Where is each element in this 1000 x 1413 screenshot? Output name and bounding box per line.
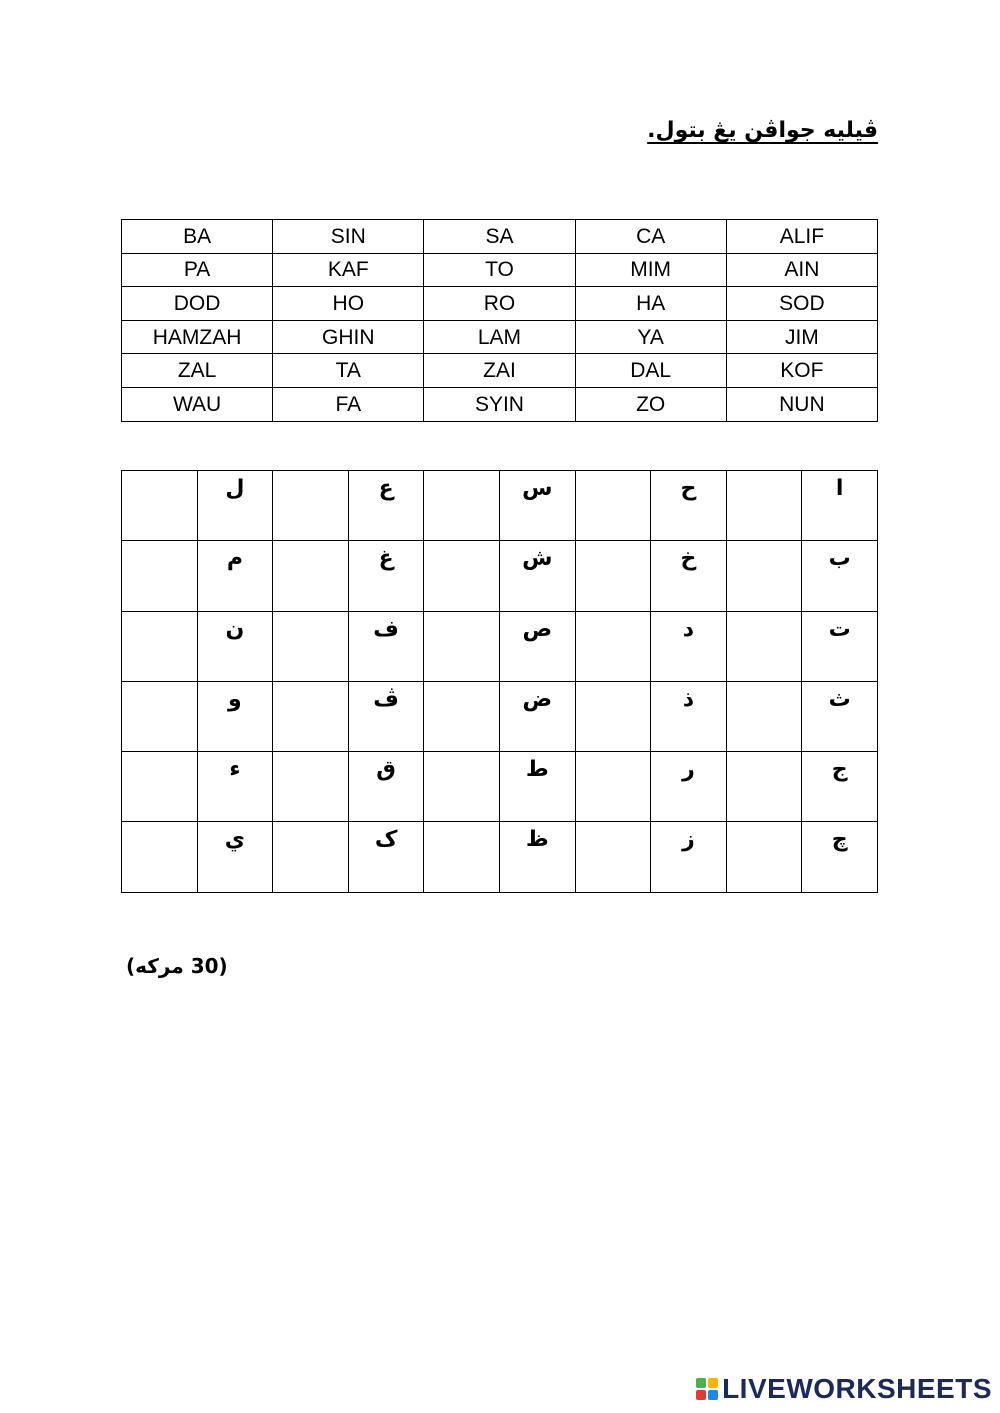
letter-name-cell: SYIN — [424, 387, 575, 421]
letter-name-cell: LAM — [424, 320, 575, 354]
letter-name-cell: SIN — [273, 220, 424, 254]
answer-drop-cell[interactable] — [273, 752, 349, 822]
names-row — [122, 253, 878, 287]
letter-name-cell: TO — [424, 253, 575, 287]
names-row — [122, 220, 878, 254]
jawi-letter-cell: ر — [651, 752, 727, 822]
jawi-letter-cell: ذ — [651, 681, 727, 751]
letters-row — [122, 681, 878, 751]
jawi-letter-cell: ف — [348, 611, 424, 681]
answer-drop-cell[interactable] — [424, 822, 500, 892]
jawi-letter-cell: ع — [348, 471, 424, 541]
jawi-letter-cell: ج — [802, 752, 878, 822]
letter-name-cell: HA — [575, 287, 726, 321]
jawi-letter-cell: ء — [197, 752, 273, 822]
answer-drop-cell[interactable] — [575, 471, 651, 541]
answer-drop-cell[interactable] — [726, 611, 802, 681]
letter-name-cell: BA — [122, 220, 273, 254]
letter-name-cell: DOD — [122, 287, 273, 321]
letter-name-cell: WAU — [122, 387, 273, 421]
letter-name-cell: GHIN — [273, 320, 424, 354]
letter-name-cell: FA — [273, 387, 424, 421]
jawi-letter-cell: ث — [802, 681, 878, 751]
letter-name-cell: KAF — [273, 253, 424, 287]
answer-drop-cell[interactable] — [575, 611, 651, 681]
answer-drop-cell[interactable] — [726, 822, 802, 892]
jawi-letter-cell: م — [197, 541, 273, 611]
answer-drop-cell[interactable] — [424, 541, 500, 611]
answer-drop-cell[interactable] — [575, 752, 651, 822]
answer-drop-cell[interactable] — [726, 681, 802, 751]
letter-name-cell: ALIF — [726, 220, 877, 254]
logo-square — [708, 1390, 718, 1400]
answer-drop-cell[interactable] — [726, 752, 802, 822]
logo-square — [696, 1390, 706, 1400]
answer-drop-cell[interactable] — [726, 541, 802, 611]
jawi-letter-cell: ا — [802, 471, 878, 541]
logo-square — [696, 1378, 706, 1388]
letter-name-cell: JIM — [726, 320, 877, 354]
jawi-letter-cell: ق — [348, 752, 424, 822]
jawi-letter-cell: ش — [499, 541, 575, 611]
answer-drop-cell[interactable] — [122, 822, 198, 892]
names-row — [122, 287, 878, 321]
answer-drop-cell[interactable] — [273, 681, 349, 751]
answer-drop-cell[interactable] — [122, 752, 198, 822]
letter-name-cell: HO — [273, 287, 424, 321]
answer-drop-cell[interactable] — [273, 611, 349, 681]
jawi-letter-cell: د — [651, 611, 727, 681]
letter-name-cell: DAL — [575, 354, 726, 388]
jawi-letter-cell: س — [499, 471, 575, 541]
answer-drop-cell[interactable] — [273, 822, 349, 892]
answer-drop-cell[interactable] — [122, 681, 198, 751]
jawi-letter-cell: خ — [651, 541, 727, 611]
names-row — [122, 320, 878, 354]
letter-names-table — [121, 219, 878, 422]
letter-answer-table — [121, 470, 878, 893]
letters-row — [122, 611, 878, 681]
jawi-letter-cell: و — [197, 681, 273, 751]
letter-name-cell: SOD — [726, 287, 877, 321]
instruction-heading: ڤيليه جواڤن يڠ بتول. — [647, 118, 878, 143]
answer-drop-cell[interactable] — [424, 471, 500, 541]
jawi-letter-cell: ڤ — [348, 681, 424, 751]
answer-drop-cell[interactable] — [424, 752, 500, 822]
jawi-letter-cell: ت — [802, 611, 878, 681]
jawi-letter-cell: ط — [499, 752, 575, 822]
jawi-letter-cell: ظ — [499, 822, 575, 892]
letter-name-cell: TA — [273, 354, 424, 388]
jawi-letter-cell: ن — [197, 611, 273, 681]
letters-row — [122, 752, 878, 822]
answer-drop-cell[interactable] — [122, 471, 198, 541]
liveworksheets-logo-icon — [696, 1378, 718, 1400]
letter-name-cell: MIM — [575, 253, 726, 287]
letter-name-cell: RO — [424, 287, 575, 321]
jawi-letter-cell: چ — [802, 822, 878, 892]
letter-name-cell: YA — [575, 320, 726, 354]
brand-text: LIVEWORKSHEETS — [722, 1373, 992, 1404]
jawi-letter-cell: ح — [651, 471, 727, 541]
answer-drop-cell[interactable] — [122, 611, 198, 681]
answer-drop-cell[interactable] — [726, 471, 802, 541]
logo-square — [708, 1378, 718, 1388]
jawi-letter-cell: ص — [499, 611, 575, 681]
letter-name-cell: PA — [122, 253, 273, 287]
jawi-letter-cell: ل — [197, 471, 273, 541]
letters-row — [122, 822, 878, 892]
answer-drop-cell[interactable] — [273, 541, 349, 611]
letter-name-cell: HAMZAH — [122, 320, 273, 354]
letter-name-cell: CA — [575, 220, 726, 254]
names-row — [122, 387, 878, 421]
answer-drop-cell[interactable] — [424, 611, 500, 681]
letter-name-cell: AIN — [726, 253, 877, 287]
jawi-letter-cell: ز — [651, 822, 727, 892]
jawi-letter-cell: ض — [499, 681, 575, 751]
liveworksheets-brand — [696, 1373, 992, 1405]
answer-drop-cell[interactable] — [575, 681, 651, 751]
jawi-letter-cell: ک — [348, 822, 424, 892]
letter-name-cell: ZAL — [122, 354, 273, 388]
letter-name-cell: ZO — [575, 387, 726, 421]
letter-name-cell: NUN — [726, 387, 877, 421]
answer-drop-cell[interactable] — [273, 471, 349, 541]
marks-label: (30 مركه) — [126, 954, 228, 978]
names-row — [122, 354, 878, 388]
answer-drop-cell[interactable] — [424, 681, 500, 751]
letter-name-cell: SA — [424, 220, 575, 254]
jawi-letter-cell: غ — [348, 541, 424, 611]
answer-drop-cell[interactable] — [122, 541, 198, 611]
answer-drop-cell[interactable] — [575, 541, 651, 611]
letter-name-cell: ZAI — [424, 354, 575, 388]
jawi-letter-cell: ي — [197, 822, 273, 892]
jawi-letter-cell: ب — [802, 541, 878, 611]
answer-drop-cell[interactable] — [575, 822, 651, 892]
letter-name-cell: KOF — [726, 354, 877, 388]
letters-row — [122, 471, 878, 541]
letters-row — [122, 541, 878, 611]
